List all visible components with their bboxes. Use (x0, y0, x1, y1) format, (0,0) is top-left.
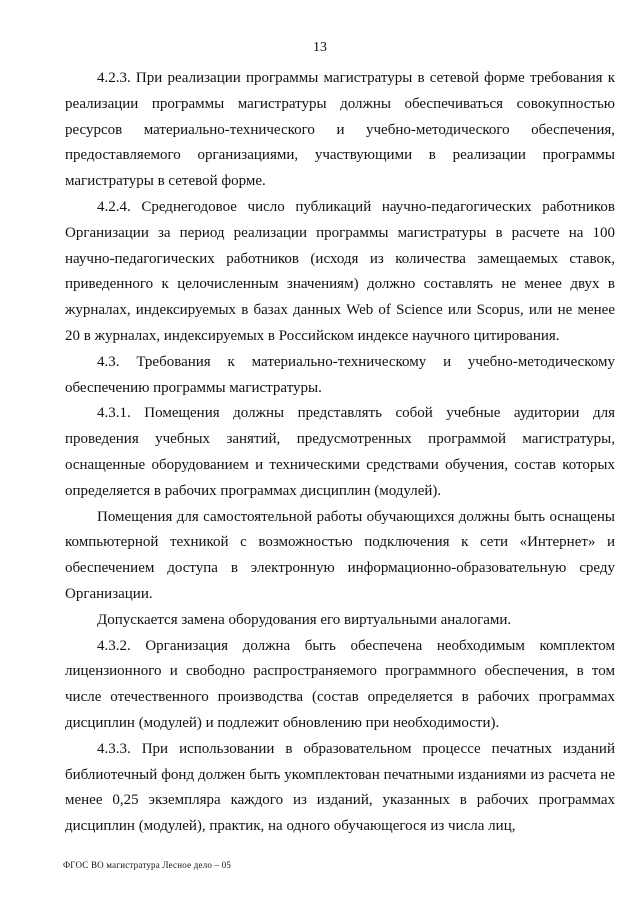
document-body (65, 66, 615, 840)
paragraph-4-2-3: 4.2.3. При реализации программы магистратуры в сетевой форме требования к реализации программы магистратуры должны обеспечиваться совокупностью ресурсов материально-технического и учебно-методического обеспечения, предоставляемого организациями, участвующими в реализации программы магистратуры в сетевой форме. (65, 70, 615, 190)
page-number: 13 (313, 40, 327, 55)
paragraph-self-study-rooms: Помещения для самостоятельной работы обучающихся должны быть оснащены компьютерной техникой с возможностью подключения к сети «Интернет» и обеспечением доступа в электронную информационно-образовательную среду Организации. (65, 508, 615, 602)
page-footer: ФГОС ВО магистратура Лесное дело – 05 (63, 860, 232, 870)
paragraph-4-3-1: 4.3.1. Помещения должны представлять собой учебные аудитории для проведения учебных занятий, предусмотренных программой магистратуры, оснащенные оборудованием и техническими средствами обучения, состав которых определяется в рабочих программах дисциплин (модулей). (65, 405, 615, 499)
paragraph-4-3-3: 4.3.3. При использовании в образовательном процессе печатных изданий библиотечный фонд должен быть укомплектован печатными изданиями из расчета не менее 0,25 экземпляра каждого из изданий, указанных в рабочих программах дисциплин (модулей), практик, на одного обучающегося из числа лиц, (65, 740, 615, 835)
paragraph-4-3-heading: 4.3. Требования к материально-техническому и учебно-методическому обеспечению программы магистратуры. (65, 353, 615, 396)
paragraph-4-2-4: 4.2.4. Среднегодовое число публикаций научно-педагогических работников Организации за период реализации программы магистратуры в расчете на 100 научно-педагогических работников (исходя из количества замещаемых ставок, приведенного к целочисленным значениям) должно составлять не менее двух в журналах, индексируемых в базах данных Web of Science или Scopus, или не менее 20 в журналах, индексируемых в Российском индексе научного цитирования. (65, 198, 615, 344)
paragraph-virtual-equipment: Допускается замена оборудования его виртуальными аналогами. (97, 611, 512, 628)
paragraph-4-3-2: 4.3.2. Организация должна быть обеспечена необходимым комплектом лицензионного и свободно распространяемого программного обеспечения, в том числе отечественного производства (состав определяется в рабочих программах дисциплин (модулей) и подлежит обновлению при необходимости). (65, 637, 615, 731)
